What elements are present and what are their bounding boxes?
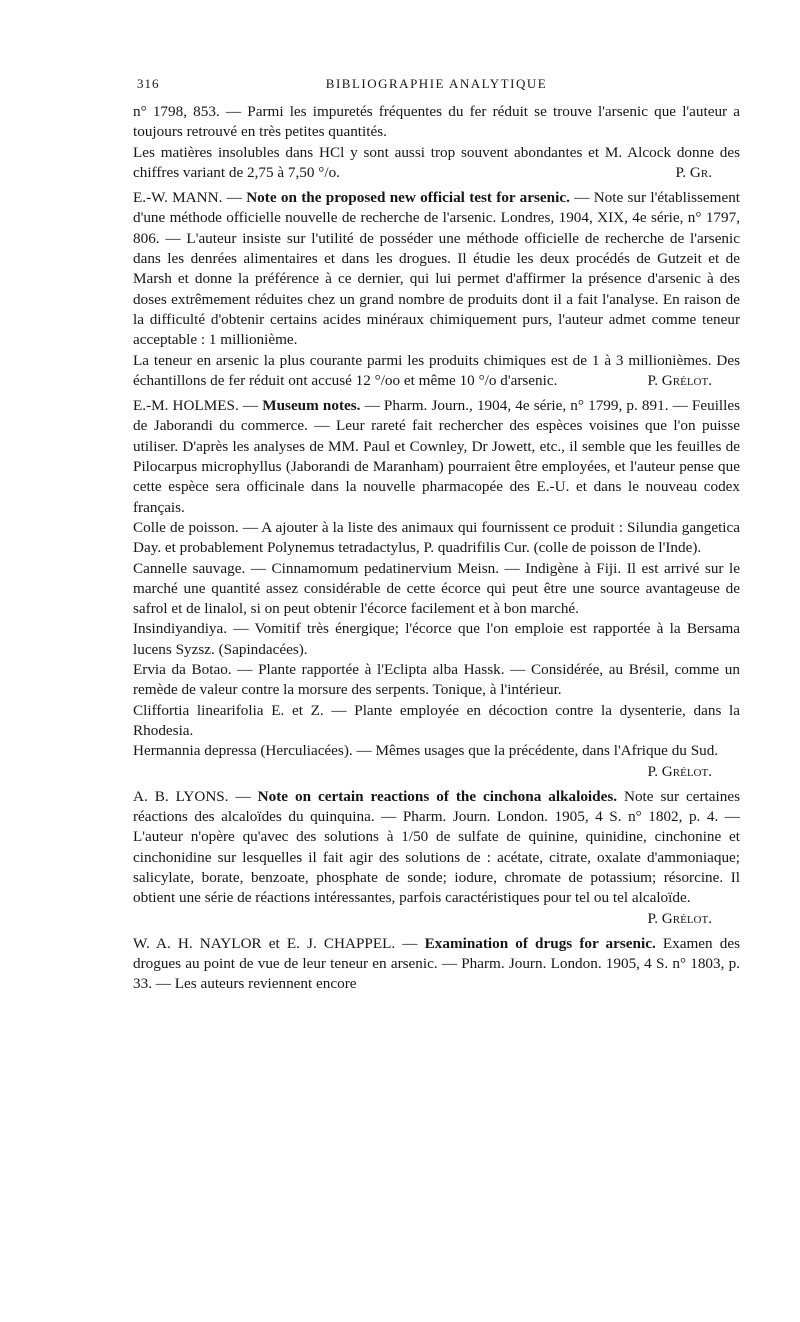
entry-paragraph: Ervia da Botao. — Plante rapportée à l'Eclipta alba Hassk. — Considérée, au Brésil, comme un remède de valeur contre la morsure des serpents. Tonique, à l'intérieur. [133,661,740,699]
entry-paragraph: Colle de poisson. — A ajouter à la liste des animaux qui fournissent ce produit : Silundia gangetica Day. et probablement Polynemus tetradactylus, P. quadrifilis Cur. (colle de poisson de l'Inde). [133,518,740,557]
entry-paragraph: Insindiyandiya. — Vomitif très énergique; l'écorce que l'on emploie est rapportée à la Bersama lucens Syzsz. (Sapindacées). [133,620,740,658]
signature: P. Grélot. [647,371,712,389]
page-number: 316 [137,76,160,91]
signature: P. Grélot. [647,909,712,927]
entry-author: E.-W. MANN. [133,189,223,207]
entry-paragraph: Cannelle sauvage. — Cinnamomum pedatinervium Meisn. — Indigène à Fiji. Il est arrivé sur le marché une quantité assez considérable de cette écorce qui peut être une source avantageuse de safrol et de linalol, si on peut obtenir l'écorce facilement et à bon marché. [133,559,740,618]
entry-paragraph: Cliffortia linearifolia E. et Z. — Plante employée en décoction contre la dysenterie, dans la Rhodesia. [133,701,740,739]
entry-author: W. A. H. NAYLOR et E. J. CHAPPEL. [133,934,396,952]
entry-title: Museum notes. [262,397,361,415]
entry-paragraph: E.-M. HOLMES. — Museum notes. — Pharm. Journ., 1904, 4e série, n° 1799, p. 891. — Feuilles de Jaborandi du commerce. — Leur rareté fait rechercher des espèces voisines que l'on puisse utiliser. D'après les analyses de MM. Paul et Cownley, Dr Jowett, etc., il semble que les feuilles de Pilocarpus microphyllus (Jaborandi de Maranham) pourraient être employées, et l'auteur pense que cette espèce sera officinale dans la nouvelle pharmacopée des E.-U. et dans le nouveau codex français. [133,397,741,516]
entry-paragraph: La teneur en arsenic la plus courante parmi les produits chimiques est de 1 à 3 millionièmes. Des échantillons de fer réduit ont accusé 12 °/oo et même 10 °/o d'arsenic. P. Grélot. [133,351,740,392]
entry-title: Examination of drugs for arsenic. [424,934,656,952]
entry-paragraph: E.-W. MANN. — Note on the proposed new official test for arsenic. — Note sur l'établissement d'une méthode officielle nouvelle de recherche de l'arsenic. Londres, 1904, XIX, 4e série, n° 1797, 806. — L'auteur insiste sur l'utilité de posséder une méthode officielle de recherche de l'arsenic dans les denrées alimentaires et dans les drogues. Il étudie les deux procédés de Gutzeit et de Marsh et donne la préférence à ce dernier, qui lui permet d'affirmer la présence d'arsenic à des doses extrêmement réduites chez un grand nombre de produits dont il a fait l'analyse. En raison de la difficulté d'obtenir certains acides minéraux chimiquement purs, l'auteur admet comme teneur acceptable : 1 millionième. [133,189,741,349]
entry-paragraph: Hermannia depressa (Herculiacées). — Mêmes usages que la précédente, dans l'Afrique du Sud. P. Grélot. [133,741,740,761]
entry-paragraph: W. A. H. NAYLOR et E. J. CHAPPEL. — Examination of drugs for arsenic. Examen des drogues au point de vue de leur teneur en arsenic. — Pharm. Journ. London. 1905, 4 S. n° 1803, p. 33. — Les auteurs reviennent encore [133,934,740,993]
running-title: BIBLIOGRAPHIE ANALYTIQUE [325,76,548,91]
entry-title: Note on the proposed new official test for arsenic. [246,189,570,207]
entry-title: Note on certain reactions of the cinchona alkaloides. [257,787,618,805]
page [133,76,740,995]
entry-author: A. B. LYONS. [133,787,229,805]
bibliography-entry [133,396,740,782]
bibliography-entry [133,934,740,995]
bibliography-entry [133,102,740,183]
bibliography-entry [133,188,740,391]
entry-paragraph: A. B. LYONS. — Note on certain reactions of the cinchona alkaloides. Note sur certaines réactions des alcaloïdes du quinquina. — Pharm. Journ. London. 1905, 4 S. n° 1802, p. 4. — L'auteur n'opère qu'avec des solutions à 1/50 de sulfate de quinine, quinidine, cinchonine et cinchonidine sur lesquelles il fait agir des solutions de : acétate, citrate, oxalate d'ammoniaque; salicylate, borate, benzoate, phosphate de sonde; iodure, chromate de potassium; résorcine. Il obtient une série de réactions intéressantes, parfois caractéristiques pour tel ou tel alcaloïde. P. Grélot. [133,787,740,909]
article-body [133,102,740,995]
entry-paragraph: n° 1798, 853. — Parmi les impuretés fréquentes du fer réduit se trouve l'arsenic que l'auteur a toujours retrouvé en très petites quantités. [133,103,740,141]
running-header [133,76,740,102]
entry-paragraph: Les matières insolubles dans HCl y sont aussi trop souvent abondantes et M. Alcock donne des chiffres variant de 2,75 à 7,50 °/o. P. Gr. [133,143,740,184]
signature: P. Grélot. [647,762,712,780]
entry-author: E.-M. HOLMES. [133,397,239,415]
signature: P. Gr. [675,163,712,181]
bibliography-entry [133,787,740,929]
